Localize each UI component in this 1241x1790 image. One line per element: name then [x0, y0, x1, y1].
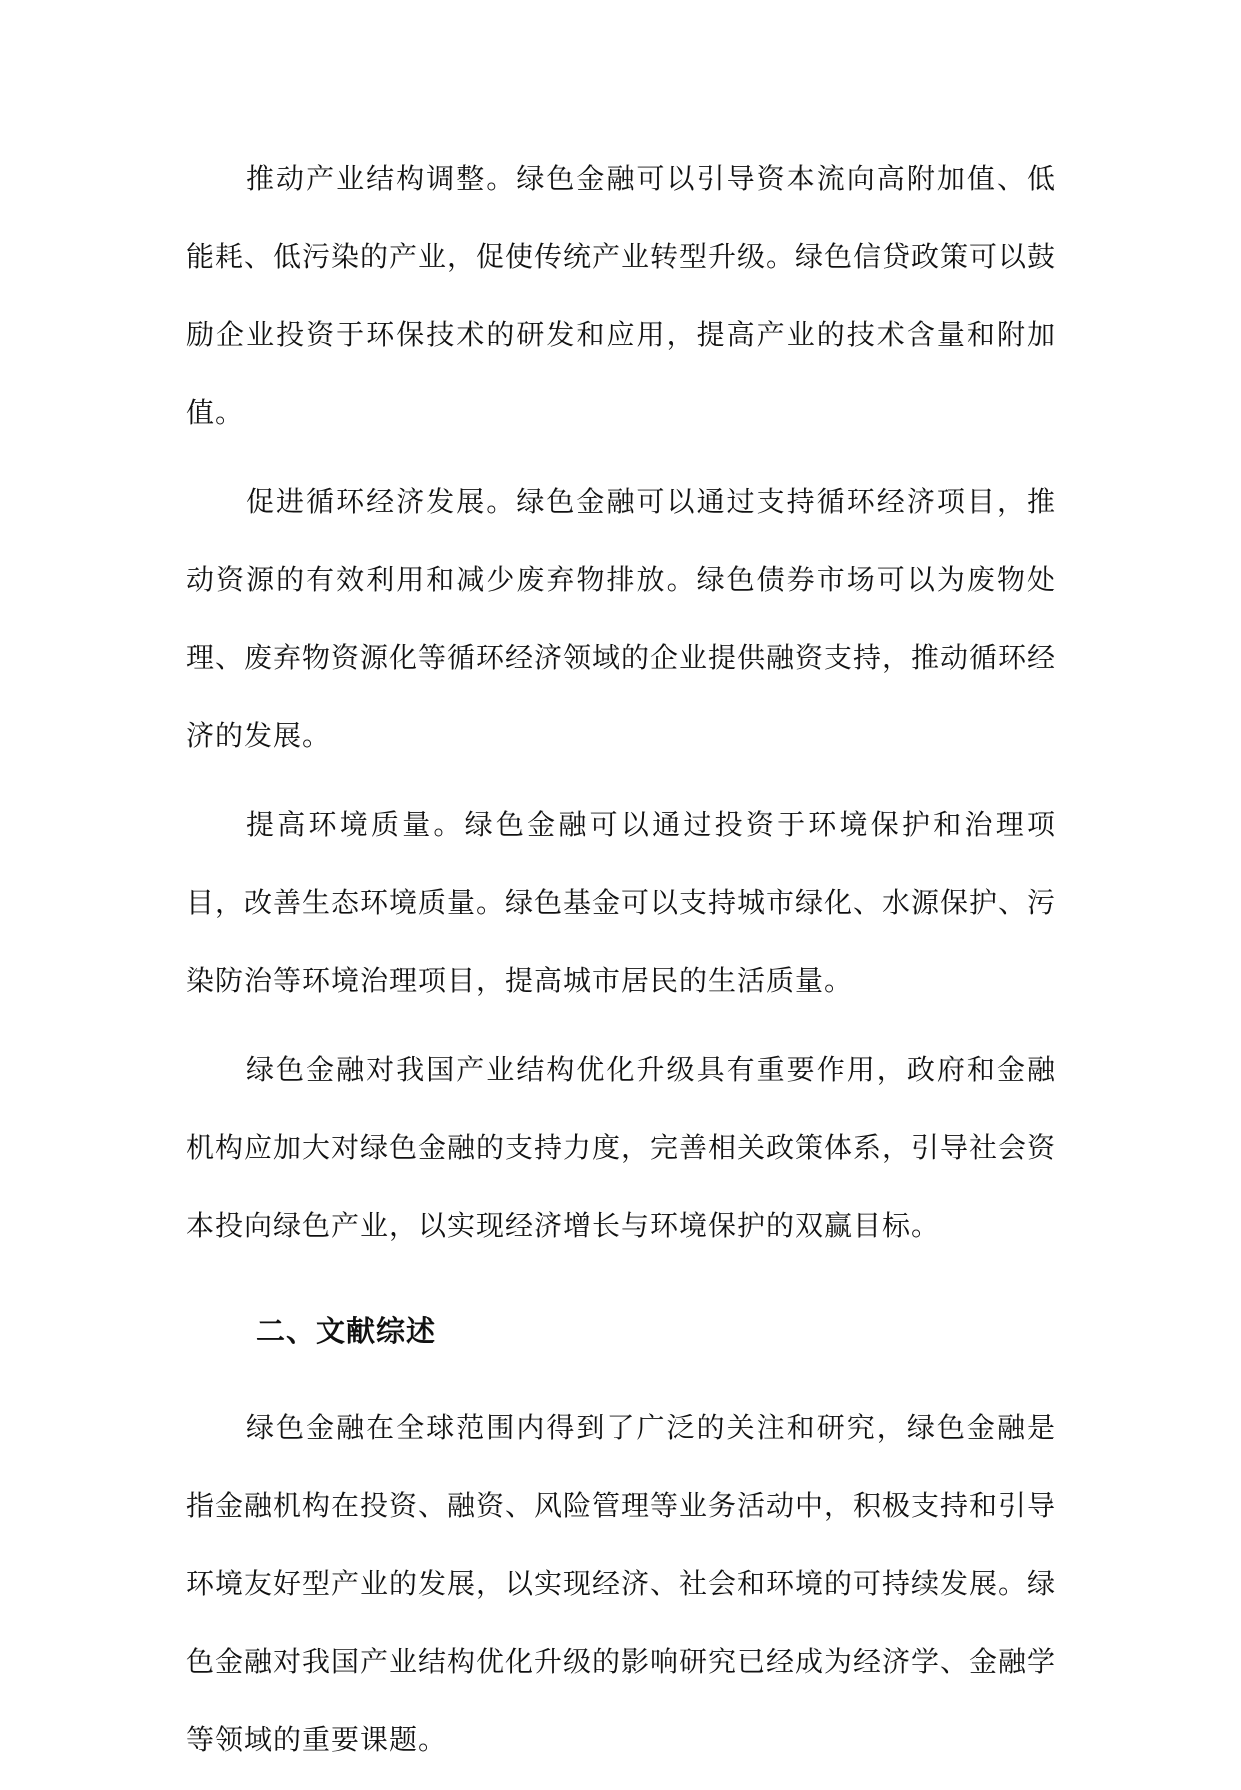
section-heading-literature-review: 二、文献综述	[256, 1314, 437, 1348]
document-body	[186, 140, 1056, 1790]
paragraph-circular-economy: 促进循环经济发展。绿色金融可以通过支持循环经济项目，推动资源的有效利用和减少废弃物排放。绿色债券市场可以为废物处理、废弃物资源化等循环经济领域的企业提供融资支持，推动循环经济的发展。	[186, 485, 1057, 752]
paragraph-environmental-quality: 提高环境质量。绿色金融可以通过投资于环境保护和治理项目，改善生态环境质量。绿色基金可以支持城市绿化、水源保护、污染防治等环境治理项目，提高城市居民的生活质量。	[186, 808, 1057, 997]
paragraph-conclusion: 绿色金融对我国产业结构优化升级具有重要作用，政府和金融机构应加大对绿色金融的支持力度，完善相关政策体系，引导社会资本投向绿色产业，以实现经济增长与环境保护的双赢目标。	[186, 1053, 1057, 1242]
paragraph-literature-review: 绿色金融在全球范围内得到了广泛的关注和研究，绿色金融是指金融机构在投资、融资、风险管理等业务活动中，积极支持和引导环境友好型产业的发展，以实现经济、社会和环境的可持续发展。绿色金融对我国产业结构优化升级的影响研究已经成为经济学、金融学等领域的重要课题。	[186, 1411, 1057, 1756]
paragraph-industrial-structure: 推动产业结构调整。绿色金融可以引导资本流向高附加值、低能耗、低污染的产业，促使传统产业转型升级。绿色信贷政策可以鼓励企业投资于环保技术的研发和应用，提高产业的技术含量和附加值。	[186, 162, 1057, 429]
